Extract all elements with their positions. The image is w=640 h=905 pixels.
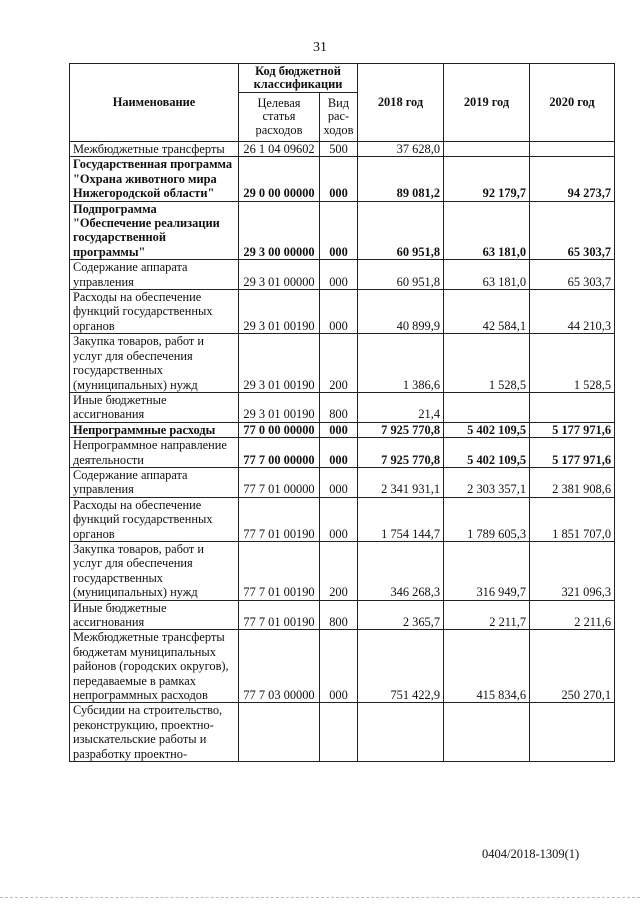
row-name: Государственная программа "Охрана животного мира Нижегородской области" [70, 157, 239, 201]
budget-table [69, 63, 615, 762]
row-value-2018: 1 386,6 [358, 334, 444, 393]
row-code: 77 7 03 00000 [239, 630, 320, 703]
row-value-2018: 37 628,0 [358, 142, 444, 157]
row-value-2020: 250 270,1 [530, 630, 615, 703]
row-value-2020: 44 210,3 [530, 290, 615, 334]
row-value-2019: 92 179,7 [444, 157, 530, 201]
row-value-2020: 65 303,7 [530, 201, 615, 260]
header-name: Наименование [70, 64, 239, 142]
row-name: Подпрограмма "Обеспечение реализации государственной программы" [70, 201, 239, 260]
row-code: 29 0 00 00000 [239, 157, 320, 201]
row-value-2019: 63 181,0 [444, 260, 530, 290]
row-name: Межбюджетные трансферты бюджетам муниципальных районов (городских округов), передаваемые в рамках непрограммных расходов [70, 630, 239, 703]
row-expense-type: 500 [320, 142, 358, 157]
row-name: Межбюджетные трансферты [70, 142, 239, 157]
scan-edge-line [0, 897, 640, 898]
table-row [70, 142, 615, 157]
row-expense-type: 000 [320, 497, 358, 541]
table-row [70, 467, 615, 497]
header-target-article: Целевая статья расходов [239, 93, 320, 142]
row-value-2019 [444, 703, 530, 762]
row-name: Закупка товаров, работ и услуг для обеспечения государственных (муниципальных) нужд [70, 541, 239, 600]
row-value-2019: 415 834,6 [444, 630, 530, 703]
row-code: 77 7 01 00000 [239, 467, 320, 497]
row-expense-type: 000 [320, 422, 358, 437]
header-expense-type: Вид рас-ходов [320, 93, 358, 142]
row-value-2019: 316 949,7 [444, 541, 530, 600]
row-value-2019 [444, 392, 530, 422]
row-value-2018: 7 925 770,8 [358, 438, 444, 468]
row-code: 77 7 01 00190 [239, 600, 320, 630]
row-value-2019: 63 181,0 [444, 201, 530, 260]
row-name: Иные бюджетные ассигнования [70, 392, 239, 422]
row-expense-type: 200 [320, 541, 358, 600]
header-row-1 [70, 64, 615, 93]
header-2020: 2020 год [530, 64, 615, 142]
document-code: 0404/2018-1309(1) [482, 847, 580, 861]
row-expense-type: 800 [320, 600, 358, 630]
row-name: Расходы на обеспечение функций государственных органов [70, 290, 239, 334]
row-expense-type: 000 [320, 201, 358, 260]
row-value-2020: 5 177 971,6 [530, 438, 615, 468]
table-row [70, 541, 615, 600]
row-value-2020: 2 381 908,6 [530, 467, 615, 497]
row-value-2020: 5 177 971,6 [530, 422, 615, 437]
header-2018: 2018 год [358, 64, 444, 142]
row-expense-type: 200 [320, 334, 358, 393]
row-code: 29 3 00 00000 [239, 201, 320, 260]
row-code [239, 703, 320, 762]
row-expense-type: 000 [320, 438, 358, 468]
row-expense-type: 000 [320, 260, 358, 290]
row-value-2020 [530, 142, 615, 157]
row-value-2018 [358, 703, 444, 762]
row-expense-type: 000 [320, 290, 358, 334]
row-value-2019: 1 789 605,3 [444, 497, 530, 541]
row-value-2018: 346 268,3 [358, 541, 444, 600]
page-number: 31 [313, 40, 327, 55]
table-row [70, 703, 615, 762]
row-name: Иные бюджетные ассигнования [70, 600, 239, 630]
table-row [70, 201, 615, 260]
row-value-2020: 321 096,3 [530, 541, 615, 600]
row-value-2020 [530, 392, 615, 422]
header-2019: 2019 год [444, 64, 530, 142]
table-row [70, 334, 615, 393]
row-name: Содержание аппарата управления [70, 467, 239, 497]
row-value-2020 [530, 703, 615, 762]
row-value-2019: 5 402 109,5 [444, 438, 530, 468]
row-expense-type: 000 [320, 157, 358, 201]
row-value-2018: 2 365,7 [358, 600, 444, 630]
row-expense-type: 000 [320, 467, 358, 497]
table-row [70, 422, 615, 437]
row-code: 26 1 04 09602 [239, 142, 320, 157]
row-expense-type: 000 [320, 630, 358, 703]
row-value-2019: 2 211,7 [444, 600, 530, 630]
row-name: Субсидии на строительство, реконструкцию, проектно-изыскательские работы и разработку проектно- [70, 703, 239, 762]
row-name: Непрограммное направление деятельности [70, 438, 239, 468]
row-value-2019: 1 528,5 [444, 334, 530, 393]
table-row [70, 630, 615, 703]
row-value-2018: 89 081,2 [358, 157, 444, 201]
row-code: 77 0 00 00000 [239, 422, 320, 437]
row-value-2020: 1 851 707,0 [530, 497, 615, 541]
row-expense-type [320, 703, 358, 762]
row-value-2018: 60 951,8 [358, 260, 444, 290]
row-value-2018: 7 925 770,8 [358, 422, 444, 437]
row-value-2020: 2 211,6 [530, 600, 615, 630]
row-name: Содержание аппарата управления [70, 260, 239, 290]
row-code: 29 3 01 00190 [239, 290, 320, 334]
row-value-2018: 1 754 144,7 [358, 497, 444, 541]
row-value-2020: 1 528,5 [530, 334, 615, 393]
row-value-2019: 42 584,1 [444, 290, 530, 334]
row-code: 29 3 01 00000 [239, 260, 320, 290]
row-expense-type: 800 [320, 392, 358, 422]
row-value-2018: 60 951,8 [358, 201, 444, 260]
table-row [70, 260, 615, 290]
row-code: 29 3 01 00190 [239, 334, 320, 393]
table-row [70, 290, 615, 334]
row-value-2018: 751 422,9 [358, 630, 444, 703]
row-value-2018: 40 899,9 [358, 290, 444, 334]
header-code-group: Код бюджетной классификации [239, 64, 358, 93]
row-value-2018: 21,4 [358, 392, 444, 422]
row-value-2019: 5 402 109,5 [444, 422, 530, 437]
row-code: 77 7 01 00190 [239, 541, 320, 600]
row-name: Непрограммные расходы [70, 422, 239, 437]
table-row [70, 497, 615, 541]
row-value-2020: 65 303,7 [530, 260, 615, 290]
table-body [70, 142, 615, 762]
row-name: Закупка товаров, работ и услуг для обеспечения государственных (муниципальных) нужд [70, 334, 239, 393]
table-row [70, 438, 615, 468]
row-code: 29 3 01 00190 [239, 392, 320, 422]
row-value-2019 [444, 142, 530, 157]
row-code: 77 7 00 00000 [239, 438, 320, 468]
table-row [70, 157, 615, 201]
row-code: 77 7 01 00190 [239, 497, 320, 541]
row-value-2019: 2 303 357,1 [444, 467, 530, 497]
table-row [70, 392, 615, 422]
table-row [70, 600, 615, 630]
row-value-2020: 94 273,7 [530, 157, 615, 201]
row-value-2018: 2 341 931,1 [358, 467, 444, 497]
row-name: Расходы на обеспечение функций государственных органов [70, 497, 239, 541]
